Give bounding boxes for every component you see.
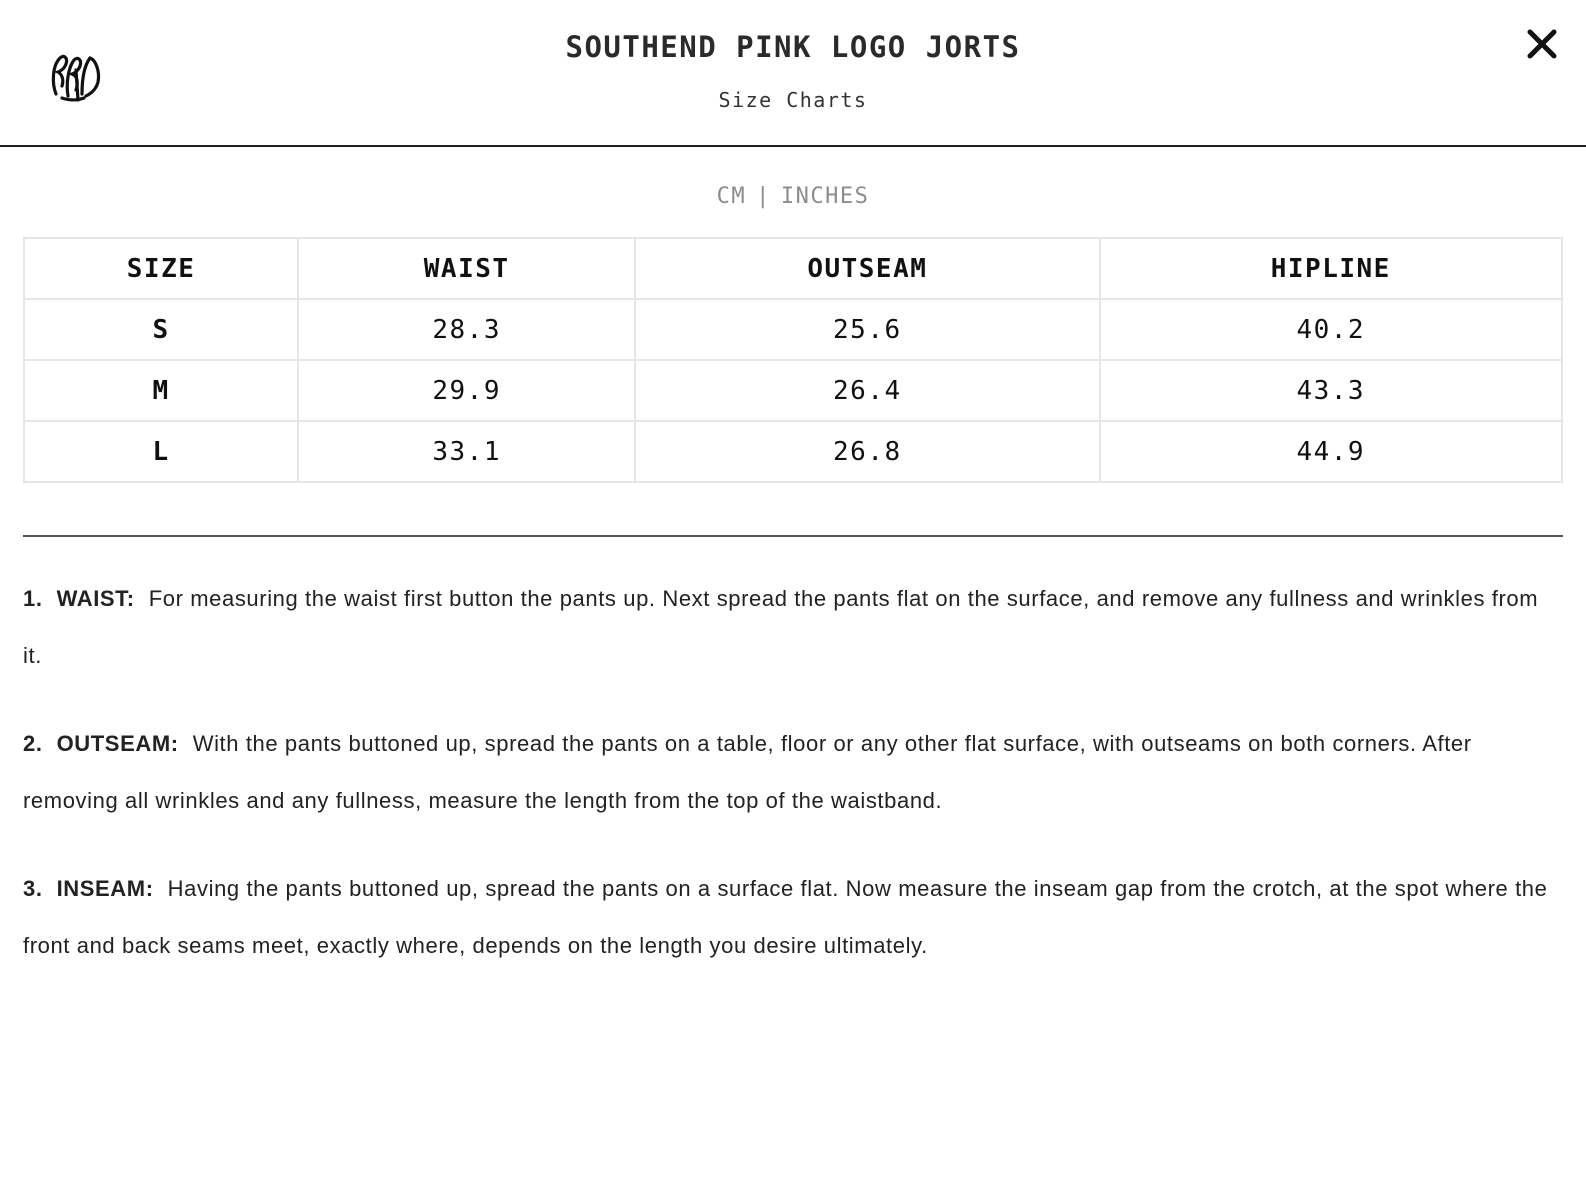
close-icon[interactable] [1522, 24, 1562, 64]
waist-cell: 29.9 [298, 360, 635, 421]
outseam-cell: 26.8 [635, 421, 1099, 482]
size-cell: S [24, 299, 298, 360]
section-divider [23, 535, 1563, 537]
hipline-cell: 44.9 [1100, 421, 1562, 482]
unit-separator: | [756, 184, 771, 209]
hipline-cell: 43.3 [1100, 360, 1562, 421]
waist-cell: 28.3 [298, 299, 635, 360]
unit-inches-button[interactable]: INCHES [780, 184, 870, 209]
size-chart-table [23, 237, 1563, 483]
instruction-text: Having the pants buttoned up, spread the pants on a surface flat. Now measure the inseam gap from the crotch, at the spot where the front and back seams meet, exactly where, depends on the length you desire ultimately. [23, 876, 1548, 958]
size-cell: M [24, 360, 298, 421]
column-header-outseam: OUTSEAM [635, 238, 1099, 299]
unit-cm-button[interactable]: CM [716, 184, 747, 209]
instruction-text: With the pants buttoned up, spread the pants on a table, floor or any other flat surface, with outseams on both corners. After removing all wrinkles and any fullness, measure the length from the top of the waistband. [23, 731, 1472, 813]
outseam-cell: 25.6 [635, 299, 1099, 360]
table-row [24, 421, 1562, 482]
instruction-inseam [23, 860, 1563, 974]
column-header-waist: WAIST [298, 238, 635, 299]
hipline-cell: 40.2 [1100, 299, 1562, 360]
instruction-label: OUTSEAM: [56, 731, 179, 756]
page-title: SOUTHEND PINK LOGO JORTS [565, 30, 1021, 64]
size-cell: L [24, 421, 298, 482]
instruction-label: WAIST: [56, 586, 135, 611]
outseam-cell: 26.4 [635, 360, 1099, 421]
table-row [24, 360, 1562, 421]
unit-toggle [0, 184, 1586, 209]
table-header-row [24, 238, 1562, 299]
instruction-number: 3. [23, 876, 43, 901]
waist-cell: 33.1 [298, 421, 635, 482]
column-header-hipline: HIPLINE [1100, 238, 1562, 299]
instruction-outseam [23, 715, 1563, 829]
instruction-label: INSEAM: [56, 876, 154, 901]
instruction-number: 1. [23, 586, 43, 611]
table-row [24, 299, 1562, 360]
page-subtitle: Size Charts [718, 88, 868, 112]
column-header-size: SIZE [24, 238, 298, 299]
measurement-instructions [23, 570, 1563, 1005]
instruction-text: For measuring the waist first button the pants up. Next spread the pants flat on the surface, and remove any fullness and wrinkles from it. [23, 586, 1539, 668]
instruction-number: 2. [23, 731, 43, 756]
modal-header [0, 0, 1586, 147]
instruction-waist [23, 570, 1563, 684]
